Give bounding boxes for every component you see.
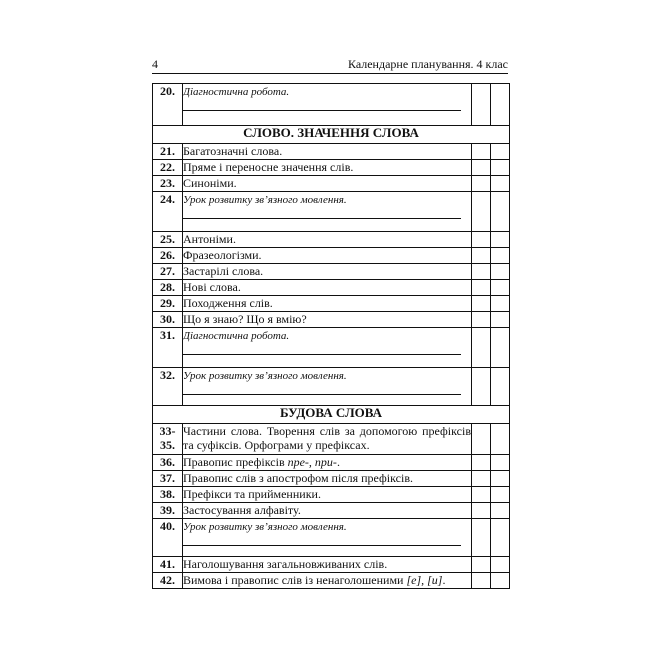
lesson-number: 38. [153,487,183,503]
lesson-topic [183,192,472,232]
lesson-number: 36. [153,455,183,471]
date-cell [472,573,491,589]
table-row [153,144,510,160]
lesson-number: 32. [153,368,183,406]
date-cell [472,160,491,176]
lesson-topic: Фразеологізми. [183,248,472,264]
lesson-number: 21. [153,144,183,160]
note-cell [491,573,510,589]
lesson-topic-text: Урок розвитку зв’язного мовлення. [183,370,347,382]
note-cell [491,84,510,126]
lesson-topic-mark: [е], [и] [406,573,443,587]
date-cell [472,503,491,519]
table-row [153,176,510,192]
date-cell [472,232,491,248]
date-cell [472,455,491,471]
note-cell [491,264,510,280]
date-cell [472,557,491,573]
lesson-topic [183,84,472,126]
date-cell [472,264,491,280]
lesson-number: 39. [153,503,183,519]
lesson-number: 25. [153,232,183,248]
lesson-topic: Частини слова. Творення слів за допомогою префіксів та суфіксів. Орфограми у префіксах. [183,424,472,455]
table-row [153,487,510,503]
lesson-number: 29. [153,296,183,312]
table-row [153,471,510,487]
table-row [153,424,510,455]
table-row [153,160,510,176]
lesson-number-line: 33- [159,424,176,438]
table-row [153,519,510,557]
lesson-topic [183,519,472,557]
lesson-topic-text: Правопис префіксів [183,455,288,469]
lesson-topic: Наголошування загальновживаних слів. [183,557,472,573]
date-cell [472,424,491,455]
lesson-topic: Синоніми. [183,176,472,192]
note-cell [491,487,510,503]
lesson-number: 31. [153,328,183,368]
date-cell [472,84,491,126]
lesson-topic-text: Урок розвитку зв’язного мовлення. [183,521,347,533]
lesson-number: 28. [153,280,183,296]
section-heading: СЛОВО. ЗНАЧЕННЯ СЛОВА [153,126,510,144]
lesson-topic: Застосування алфавіту. [183,503,472,519]
table-row [153,368,510,406]
note-cell [491,232,510,248]
lesson-topic: Багатозначні слова. [183,144,472,160]
date-cell [472,519,491,557]
lesson-number: 37. [153,471,183,487]
blank-write-line [183,354,461,355]
page-number: 4 [152,57,158,71]
lesson-topic: Правопис слів з апострофом після префіксів. [183,471,472,487]
lesson-number: 22. [153,160,183,176]
date-cell [472,487,491,503]
table-row [153,248,510,264]
note-cell [491,296,510,312]
note-cell [491,280,510,296]
note-cell [491,192,510,232]
note-cell [491,503,510,519]
date-cell [472,144,491,160]
table-row [153,264,510,280]
lesson-number: 30. [153,312,183,328]
blank-write-line [183,545,461,546]
note-cell [491,312,510,328]
lesson-topic [183,573,472,589]
date-cell [472,192,491,232]
table-row [153,280,510,296]
lesson-topic: Нові слова. [183,280,472,296]
lesson-topic: Що я знаю? Що я вмію? [183,312,472,328]
table-row [153,84,510,126]
blank-write-line [183,218,461,219]
lesson-topic: Антоніми. [183,232,472,248]
lesson-topic-text: Діагностична робота. [183,330,290,342]
blank-write-line [183,394,461,395]
lesson-topic: Походження слів. [183,296,472,312]
table-row [153,455,510,471]
table-row [153,232,510,248]
lesson-number: 42. [153,573,183,589]
lesson-topic-text: Діагностична робота. [183,86,290,98]
lesson-topic-text: Урок розвитку зв’язного мовлення. [183,194,347,206]
note-cell [491,328,510,368]
table-row [153,296,510,312]
table-row [153,192,510,232]
lesson-number: 23. [153,176,183,192]
table-row [153,573,510,589]
lesson-number: 26. [153,248,183,264]
table-row [153,312,510,328]
lesson-number: 20. [153,84,183,126]
table-row [153,557,510,573]
note-cell [491,471,510,487]
note-cell [491,557,510,573]
lesson-topic-end: . [442,573,446,587]
section-row [153,406,510,424]
lesson-number-line: 35. [160,438,175,452]
date-cell [472,312,491,328]
lesson-number [153,424,183,455]
date-cell [472,280,491,296]
lesson-topic: Застарілі слова. [183,264,472,280]
lesson-topic [183,368,472,406]
lesson-topic-text: Вимова і правопис слів із ненаголошеними [183,573,407,587]
note-cell [491,248,510,264]
date-cell [472,328,491,368]
lesson-number: 27. [153,264,183,280]
note-cell [491,519,510,557]
note-cell [491,424,510,455]
lesson-number: 40. [153,519,183,557]
lesson-topic: Пряме і переносне значення слів. [183,160,472,176]
section-row [153,126,510,144]
lesson-number: 24. [153,192,183,232]
header-rule [152,73,508,74]
date-cell [472,176,491,192]
lesson-plan-table [152,83,510,589]
page-header [152,56,508,72]
section-heading: БУДОВА СЛОВА [153,406,510,424]
table-row [153,503,510,519]
date-cell [472,296,491,312]
blank-write-line [183,110,461,111]
lesson-topic: Префікси та прийменники. [183,487,472,503]
note-cell [491,455,510,471]
note-cell [491,176,510,192]
date-cell [472,368,491,406]
lesson-topic [183,455,472,471]
note-cell [491,368,510,406]
lesson-topic-mark: пре-, при- [287,455,337,469]
note-cell [491,144,510,160]
date-cell [472,471,491,487]
lesson-topic [183,328,472,368]
note-cell [491,160,510,176]
lesson-number: 41. [153,557,183,573]
date-cell [472,248,491,264]
running-title: Календарне планування. 4 клас [347,57,508,71]
table-row [153,328,510,368]
lesson-topic-end: . [336,455,340,469]
